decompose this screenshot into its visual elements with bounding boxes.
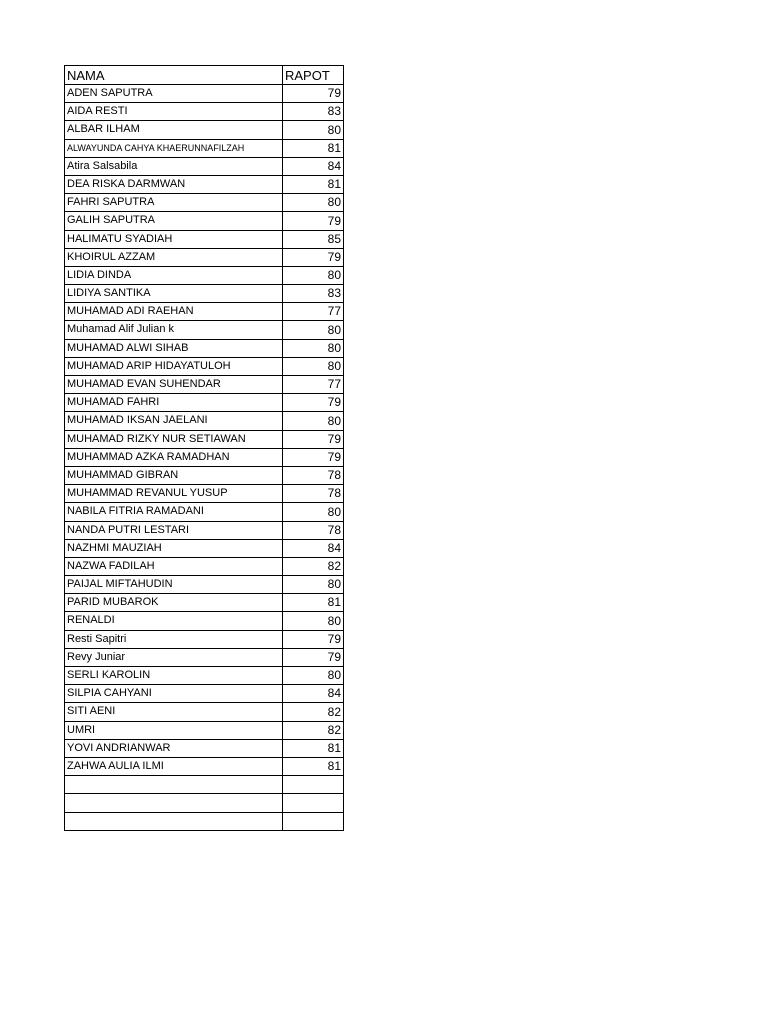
table-row bbox=[65, 794, 344, 812]
student-name-cell: MUHAMAD IKSAN JAELANI bbox=[65, 412, 283, 430]
student-name-cell: MUHAMAD ALWI SIHAB bbox=[65, 339, 283, 357]
rapot-score-cell: 80 bbox=[283, 121, 344, 139]
student-name-cell: MUHAMMAD AZKA RAMADHAN bbox=[65, 448, 283, 466]
table-row bbox=[65, 321, 344, 339]
rapot-score-cell: 80 bbox=[283, 612, 344, 630]
table-row bbox=[65, 739, 344, 757]
rapot-score-cell: 77 bbox=[283, 303, 344, 321]
table-row bbox=[65, 212, 344, 230]
table-row bbox=[65, 448, 344, 466]
table-body bbox=[65, 85, 344, 831]
table-row bbox=[65, 503, 344, 521]
student-name-cell: ALBAR ILHAM bbox=[65, 121, 283, 139]
table-row bbox=[65, 157, 344, 175]
rapot-score-cell: 78 bbox=[283, 521, 344, 539]
rapot-score-cell bbox=[283, 812, 344, 830]
rapot-score-cell: 84 bbox=[283, 157, 344, 175]
rapot-score-cell: 80 bbox=[283, 339, 344, 357]
student-name-cell: NAZHMI MAUZIAH bbox=[65, 539, 283, 557]
student-name-cell: HALIMATU SYADIAH bbox=[65, 230, 283, 248]
table-row bbox=[65, 466, 344, 484]
rapot-score-cell: 84 bbox=[283, 539, 344, 557]
student-name-cell: MUHAMAD RIZKY NUR SETIAWAN bbox=[65, 430, 283, 448]
table-row bbox=[65, 757, 344, 775]
rapot-score-cell: 79 bbox=[283, 430, 344, 448]
rapot-score-cell: 85 bbox=[283, 230, 344, 248]
student-name-cell: MUHAMMAD GIBRAN bbox=[65, 466, 283, 484]
table-row bbox=[65, 121, 344, 139]
student-name-cell: DEA RISKA DARMWAN bbox=[65, 175, 283, 193]
rapot-score-cell: 80 bbox=[283, 503, 344, 521]
rapot-score-cell: 81 bbox=[283, 175, 344, 193]
column-header-score: RAPOT bbox=[283, 66, 344, 85]
table-row bbox=[65, 139, 344, 157]
rapot-score-cell bbox=[283, 794, 344, 812]
table-row bbox=[65, 285, 344, 303]
rapot-score-cell: 83 bbox=[283, 285, 344, 303]
table-row bbox=[65, 357, 344, 375]
rapot-score-cell: 79 bbox=[283, 248, 344, 266]
student-name-cell: Muhamad Alif Julian k bbox=[65, 321, 283, 339]
table-row bbox=[65, 266, 344, 284]
rapot-score-cell: 82 bbox=[283, 557, 344, 575]
student-name-cell: AIDA RESTI bbox=[65, 103, 283, 121]
table-row bbox=[65, 175, 344, 193]
student-name-cell: LIDIYA SANTIKA bbox=[65, 285, 283, 303]
student-name-cell: LIDIA DINDA bbox=[65, 266, 283, 284]
rapot-score-cell: 79 bbox=[283, 648, 344, 666]
table-row bbox=[65, 630, 344, 648]
rapot-score-cell: 79 bbox=[283, 212, 344, 230]
student-name-cell: NABILA FITRIA RAMADANI bbox=[65, 503, 283, 521]
rapot-score-cell: 77 bbox=[283, 376, 344, 394]
rapot-score-cell: 81 bbox=[283, 594, 344, 612]
table-row bbox=[65, 412, 344, 430]
table-row bbox=[65, 576, 344, 594]
student-name-cell: UMRI bbox=[65, 721, 283, 739]
table-row bbox=[65, 812, 344, 830]
table-row bbox=[65, 612, 344, 630]
rapot-score-cell bbox=[283, 776, 344, 794]
rapot-score-cell: 80 bbox=[283, 357, 344, 375]
student-name-cell: NAZWA FADILAH bbox=[65, 557, 283, 575]
student-name-cell: MUHAMMAD REVANUL YUSUP bbox=[65, 485, 283, 503]
table-row bbox=[65, 339, 344, 357]
student-name-cell: FAHRI SAPUTRA bbox=[65, 194, 283, 212]
student-name-cell: SILPIA CAHYANI bbox=[65, 685, 283, 703]
table-row bbox=[65, 376, 344, 394]
table-row bbox=[65, 721, 344, 739]
rapot-score-cell: 84 bbox=[283, 685, 344, 703]
rapot-score-cell: 78 bbox=[283, 466, 344, 484]
rapot-score-cell: 81 bbox=[283, 757, 344, 775]
student-name-cell: ALWAYUNDA CAHYA KHAERUNNAFILZAH bbox=[65, 139, 283, 157]
rapot-score-cell: 80 bbox=[283, 266, 344, 284]
table-row bbox=[65, 103, 344, 121]
table-row bbox=[65, 194, 344, 212]
student-name-cell: KHOIRUL AZZAM bbox=[65, 248, 283, 266]
rapot-score-cell: 79 bbox=[283, 394, 344, 412]
table-row bbox=[65, 485, 344, 503]
student-name-cell: Atira Salsabila bbox=[65, 157, 283, 175]
rapot-score-cell: 78 bbox=[283, 485, 344, 503]
rapot-score-cell: 79 bbox=[283, 630, 344, 648]
table-row bbox=[65, 667, 344, 685]
student-name-cell: SITI AENI bbox=[65, 703, 283, 721]
student-name-cell: MUHAMAD ADI RAEHAN bbox=[65, 303, 283, 321]
table-row bbox=[65, 648, 344, 666]
table-header-row bbox=[65, 66, 344, 85]
student-name-cell: PARID MUBAROK bbox=[65, 594, 283, 612]
student-name-cell: MUHAMAD ARIP HIDAYATULOH bbox=[65, 357, 283, 375]
rapot-score-cell: 80 bbox=[283, 576, 344, 594]
table-row bbox=[65, 539, 344, 557]
student-name-cell: MUHAMAD EVAN SUHENDAR bbox=[65, 376, 283, 394]
student-name-cell: ADEN SAPUTRA bbox=[65, 85, 283, 103]
student-name-cell: GALIH SAPUTRA bbox=[65, 212, 283, 230]
table-row bbox=[65, 703, 344, 721]
rapot-score-cell: 83 bbox=[283, 103, 344, 121]
table-row bbox=[65, 557, 344, 575]
table-row bbox=[65, 248, 344, 266]
rapot-score-cell: 81 bbox=[283, 139, 344, 157]
rapot-score-cell: 79 bbox=[283, 448, 344, 466]
rapot-score-cell: 81 bbox=[283, 739, 344, 757]
table-row bbox=[65, 430, 344, 448]
student-name-cell: MUHAMAD FAHRI bbox=[65, 394, 283, 412]
table-row bbox=[65, 776, 344, 794]
student-name-cell: ZAHWA AULIA ILMI bbox=[65, 757, 283, 775]
rapot-score-cell: 80 bbox=[283, 667, 344, 685]
table-row bbox=[65, 521, 344, 539]
student-name-cell bbox=[65, 812, 283, 830]
rapot-score-cell: 82 bbox=[283, 721, 344, 739]
table-row bbox=[65, 685, 344, 703]
student-name-cell: NANDA PUTRI LESTARI bbox=[65, 521, 283, 539]
student-name-cell: Resti Sapitri bbox=[65, 630, 283, 648]
student-name-cell: Revy Juniar bbox=[65, 648, 283, 666]
student-name-cell: YOVI ANDRIANWAR bbox=[65, 739, 283, 757]
table-row bbox=[65, 394, 344, 412]
student-name-cell bbox=[65, 776, 283, 794]
column-header-name: NAMA bbox=[65, 66, 283, 85]
rapot-score-cell: 80 bbox=[283, 412, 344, 430]
table-row bbox=[65, 594, 344, 612]
table-row bbox=[65, 303, 344, 321]
score-table bbox=[64, 65, 344, 831]
rapot-score-cell: 80 bbox=[283, 194, 344, 212]
student-name-cell bbox=[65, 794, 283, 812]
student-name-cell: SERLI KAROLIN bbox=[65, 667, 283, 685]
student-name-cell: RENALDI bbox=[65, 612, 283, 630]
rapot-score-cell: 82 bbox=[283, 703, 344, 721]
student-name-cell: PAIJAL MIFTAHUDIN bbox=[65, 576, 283, 594]
rapot-score-cell: 80 bbox=[283, 321, 344, 339]
table-row bbox=[65, 85, 344, 103]
table-row bbox=[65, 230, 344, 248]
rapot-score-cell: 79 bbox=[283, 85, 344, 103]
